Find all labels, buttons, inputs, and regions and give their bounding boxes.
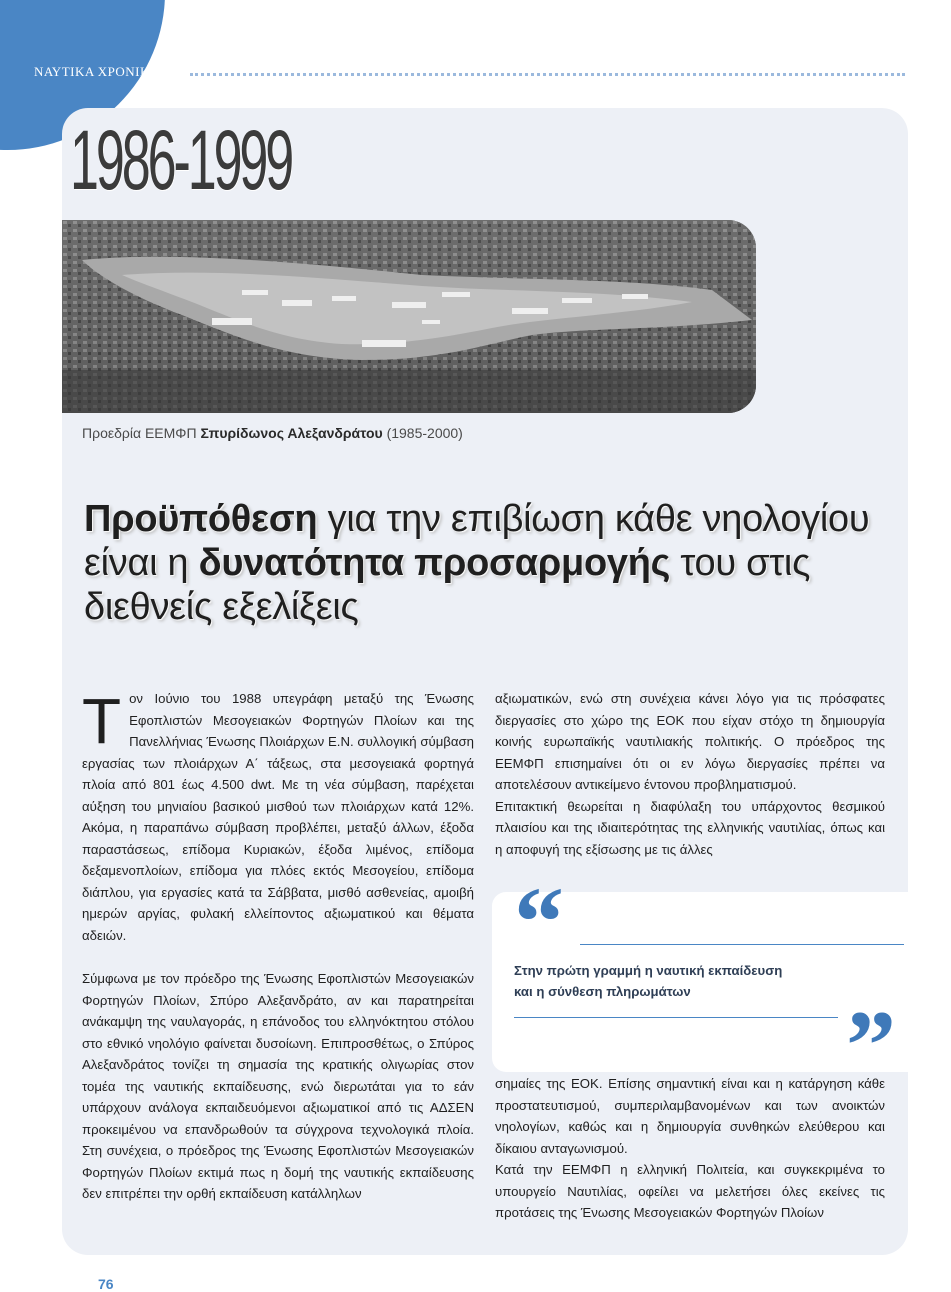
caption-prefix: Προεδρία ΕΕΜΦΠ — [82, 425, 197, 441]
body-paragraph: Επιτακτική θεωρείται η διαφύλαξη του υπάρχοντος θεσμικού πλαισίου και της ιδιαιτερότητας της ελληνικής ναυτιλίας, όπως και η αποφυγή της εξίσωσης με τις άλλες — [495, 798, 885, 857]
pull-quote-line: Στην πρώτη γραμμή η ναυτική εκπαίδευση — [514, 963, 783, 978]
header-dotted-rule — [190, 73, 905, 76]
headline-bold-2: δυνατότητα προσαρμογής — [198, 542, 671, 584]
caption-name: Σπυρίδωνος Αλεξανδράτου — [200, 425, 383, 441]
headline-bold-1: Προϋπόθεση — [84, 498, 318, 540]
page-number: 76 — [98, 1276, 114, 1292]
body-paragraph: Κατά την ΕΕΜΦΠ η ελληνική Πολιτεία, και συγκεκριμένα το υπουργείο Ναυτιλίας, οφείλει να μελετήσει όλες εκείνες τις προτάσεις της Ένωσης Μεσογειακών Φορτηγών Πλοίων — [495, 1162, 885, 1220]
era-title: 1986-1999 — [70, 113, 292, 207]
pull-quote-text — [514, 960, 844, 1002]
body-paragraph — [82, 685, 474, 946]
close-quote-icon: ” — [846, 990, 896, 1101]
pull-quote-line: και η σύνθεση πληρωμάτων — [514, 984, 691, 999]
article-headline — [84, 497, 904, 629]
headline-text-1: για την επιβίωση κάθε νηολογίου είναι η — [84, 498, 870, 584]
harbor-photo-icon — [62, 220, 756, 413]
drop-cap: Τ — [82, 685, 122, 757]
section-label: ΝΑΥΤΙΚΑ ΧΡΟΝΙΚΑ — [34, 64, 160, 79]
harbor-photo — [62, 220, 756, 413]
body-paragraph: Σύμφωνα με τον πρόεδρο της Ένωσης Εφοπλιστών Μεσογειακών Φορτηγών Πλοίων, Σπύρο Αλεξανδράτο, αν και παρατηρείται ανάκαμψη της ναυλαγοράς, η επάνοδος του ελληνόκτητου στόλου στο εθνικό νηολόγιο φαίνεται δυσοίωνη. Επιπροσθέτως, ο Σπύρος Αλεξανδράτος τονίζει τη σημασία της κρατικής ολιγωρίας στον τομέα της ναυτικής εκπαίδευσης, ενώ διερωτάται για το εάν υπάρχουν ανάλογα εκπαιδευόμενοι αξιωματικοί από τις ΑΔΣΕΝ προκειμένου να επανδρωθούν τα σύγχρονα τεχνολογικά πλοία. Στη συνέχεια, ο πρόεδρος της Ένωσης Εφοπλιστών Μεσογειακών Φορτηγών Πλοίων εκτιμά πως η δομή της ναυτικής εκπαίδευσης δεν επιτρέπει την ορθή εκπαίδευση κατάλληλων — [82, 971, 474, 1201]
caption-years: (1985-2000) — [386, 425, 463, 441]
body-column-right-bottom — [495, 1073, 885, 1224]
body-paragraph: σημαίες της ΕΟΚ. Επίσης σημαντική είναι και η κατάργηση κάθε προστατευτισμού, συμπεριλαμβανομένων και των ανοικτών νηολογίων, καθώς και η δημιουργία συνθηκών ελεύθερου και δίκαιου ανταγωνισμού. — [495, 1076, 885, 1156]
body-column-right-top — [495, 688, 885, 884]
headline-text-2: του στις διεθνείς εξελίξεις — [84, 542, 811, 628]
body-paragraph: αξιωματικών, ενώ στη συνέχεια κάνει λόγο για τις πρόσφατες διεργασίες στο χώρο της ΕΟΚ που είχαν στόχο τη δημιουργία κοινής ευρωπαϊκής ναυτιλιακής πολιτικής. Ο πρόεδρος της ΕΕΜΦΠ επισημαίνει ότι οι εν λόγω διεργασίες πρέπει να αποτελέσουν αντικείμενο έντονου προβληματισμού. — [495, 691, 885, 792]
body-column-left — [82, 685, 474, 1205]
photo-caption — [82, 425, 463, 441]
open-quote-icon: “ — [514, 866, 564, 977]
paragraph-text: ον Ιούνιο του 1988 υπεγράφη μεταξύ της Ένωσης Εφοπλιστών Μεσογειακών Φορτηγών Πλοίων και της Πανελλήνιας Ένωσης Πλοιάρχων Ε.Ν. συλλογική σύμβαση εργασίας των πλοιάρχων Α΄ τάξεως, στα μεσογειακά φορτηγά πλοία από 801 έως 4.500 dwt. Με τη νέα σύμβαση, παρέχεται αύξηση του μηνιαίου βασικού μισθού των πλοιάρχων κατά 12%. Ακόμα, η παραπάνω σύμβαση προβλέπει, μεταξύ άλλων, έξοδα παραστάσεως, επίδομα Κυριακών, έξοδα λιμένος, επίδομα δεξαμενοπλοίων, επίδομα για πλόες εκτός Μεσογείου, επίδομα διάπλου, για εργασίες κατά τα Σάββατα, μισθό ασθενείας, αμοιβή ημερών αργίας, φυλακή ελλείποντος αξιωματικού και θέματα αδειών. — [82, 691, 474, 943]
pull-quote-rule-bottom — [514, 1017, 838, 1018]
pull-quote-rule-top — [580, 944, 904, 945]
